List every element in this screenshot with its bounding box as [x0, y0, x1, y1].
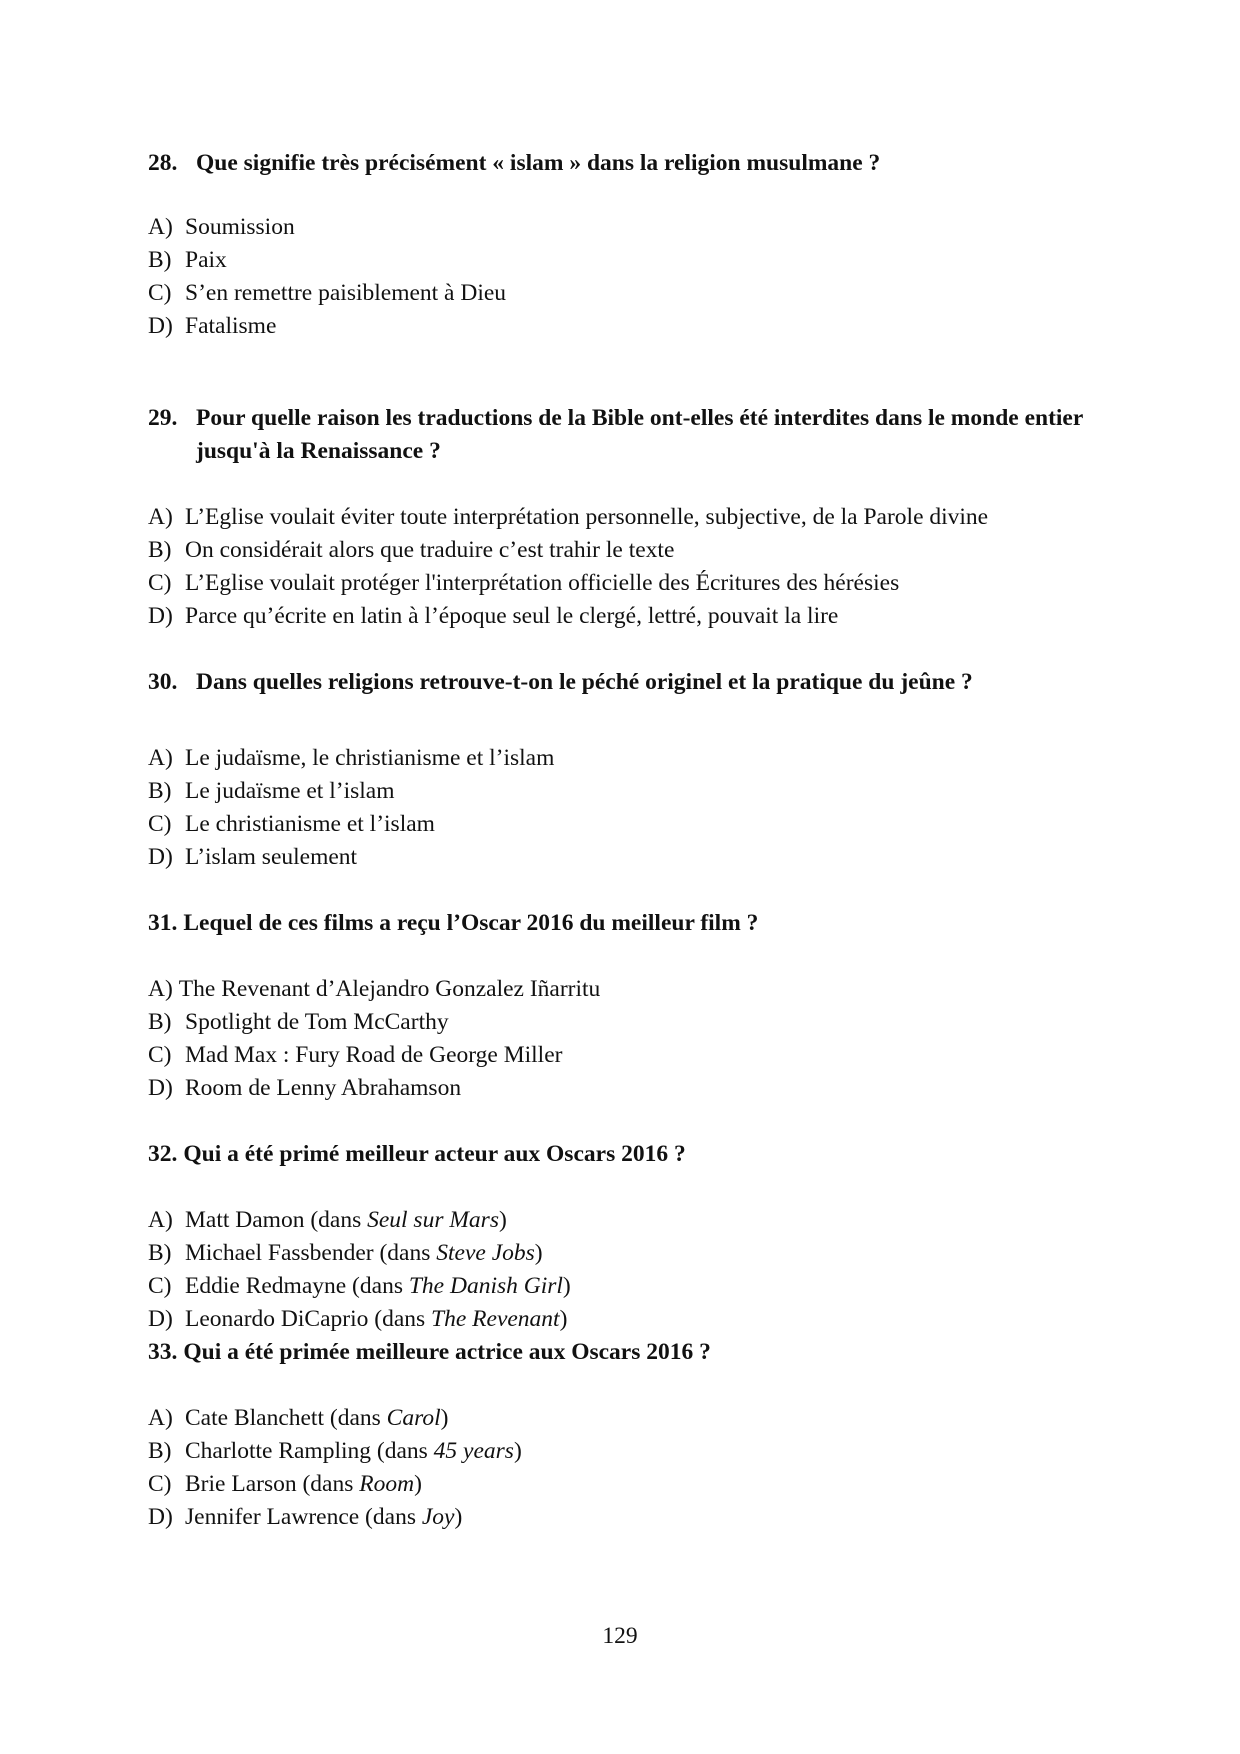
- answer-option: D) Leonardo DiCaprio (dans The Revenant): [148, 1306, 568, 1332]
- question-28: [148, 147, 1108, 180]
- answer-option: B) Spotlight de Tom McCarthy: [148, 1009, 449, 1035]
- question-number: 29.: [148, 405, 178, 431]
- question-31: [148, 907, 1108, 940]
- answer-option: D) Fatalisme: [148, 313, 277, 339]
- answer-option: A) Le judaïsme, le christianisme et l’islam: [148, 745, 555, 771]
- question-number: 28.: [148, 150, 178, 176]
- answer-option: B) Paix: [148, 247, 227, 273]
- page-number: 129: [602, 1623, 638, 1649]
- question-text: Qui a été primée meilleure actrice aux Oscars 2016 ?: [183, 1339, 711, 1365]
- answer-option: D) L’islam seulement: [148, 844, 358, 870]
- answer-option: C) Brie Larson (dans Room): [148, 1471, 422, 1497]
- question-text: Lequel de ces films a reçu l’Oscar 2016 du meilleur film ?: [183, 910, 759, 936]
- answer-option: B) Le judaïsme et l’islam: [148, 778, 395, 804]
- question-text: Pour quelle raison les traductions de la Bible ont-elles été interdites dans le monde entier jusqu'à la Renaissance ?: [196, 405, 1083, 464]
- answer-option: A) Soumission: [148, 214, 295, 240]
- question-text: Que signifie très précisément « islam » dans la religion musulmane ?: [196, 150, 881, 176]
- question-number: 33.: [148, 1339, 178, 1365]
- answer-option: C) Eddie Redmayne (dans The Danish Girl): [148, 1273, 571, 1299]
- answer-option: A) Matt Damon (dans Seul sur Mars): [148, 1207, 507, 1233]
- question-text: Qui a été primé meilleur acteur aux Oscars 2016 ?: [183, 1141, 686, 1167]
- answer-option: A) L’Eglise voulait éviter toute interprétation personnelle, subjective, de la Parole divine: [148, 504, 989, 530]
- answer-option: C) Le christianisme et l’islam: [148, 811, 435, 837]
- answer-option: C) S’en remettre paisiblement à Dieu: [148, 280, 507, 306]
- question-32: [148, 1138, 1108, 1171]
- film-title: The Danish Girl: [408, 1273, 563, 1299]
- answer-option: B) Charlotte Rampling (dans 45 years): [148, 1438, 522, 1464]
- answer-option: C) Mad Max : Fury Road de George Miller: [148, 1042, 563, 1068]
- answer-option: D) Jennifer Lawrence (dans Joy): [148, 1504, 463, 1530]
- question-33: [148, 1336, 1108, 1369]
- answer-option: D) Parce qu’écrite en latin à l’époque seul le clergé, lettré, pouvait la lire: [148, 603, 839, 629]
- answer-option: C) L’Eglise voulait protéger l'interprétation officielle des Écritures des hérésies: [148, 570, 900, 596]
- film-title: The Revenant: [431, 1306, 560, 1332]
- film-title: 45 years: [433, 1438, 514, 1464]
- question-30: [148, 666, 1108, 699]
- film-title: Carol: [386, 1405, 441, 1431]
- question-number: 31.: [148, 910, 178, 936]
- answer-option: A) The Revenant d’Alejandro Gonzalez Iñarritu: [148, 976, 601, 1002]
- answer-option: B) Michael Fassbender (dans Steve Jobs): [148, 1240, 543, 1266]
- answer-option: B) On considérait alors que traduire c’est trahir le texte: [148, 537, 675, 563]
- answer-option: A) Cate Blanchett (dans Carol): [148, 1405, 449, 1431]
- question-text: Dans quelles religions retrouve-t-on le péché originel et la pratique du jeûne ?: [196, 669, 973, 695]
- question-29: [148, 402, 1156, 468]
- film-title: Room: [359, 1471, 415, 1497]
- film-title: Steve Jobs: [436, 1240, 535, 1266]
- film-title: Joy: [421, 1504, 455, 1530]
- question-number: 30.: [148, 669, 178, 695]
- question-number: 32.: [148, 1141, 178, 1167]
- answer-option: D) Room de Lenny Abrahamson: [148, 1075, 462, 1101]
- film-title: Seul sur Mars: [367, 1207, 499, 1233]
